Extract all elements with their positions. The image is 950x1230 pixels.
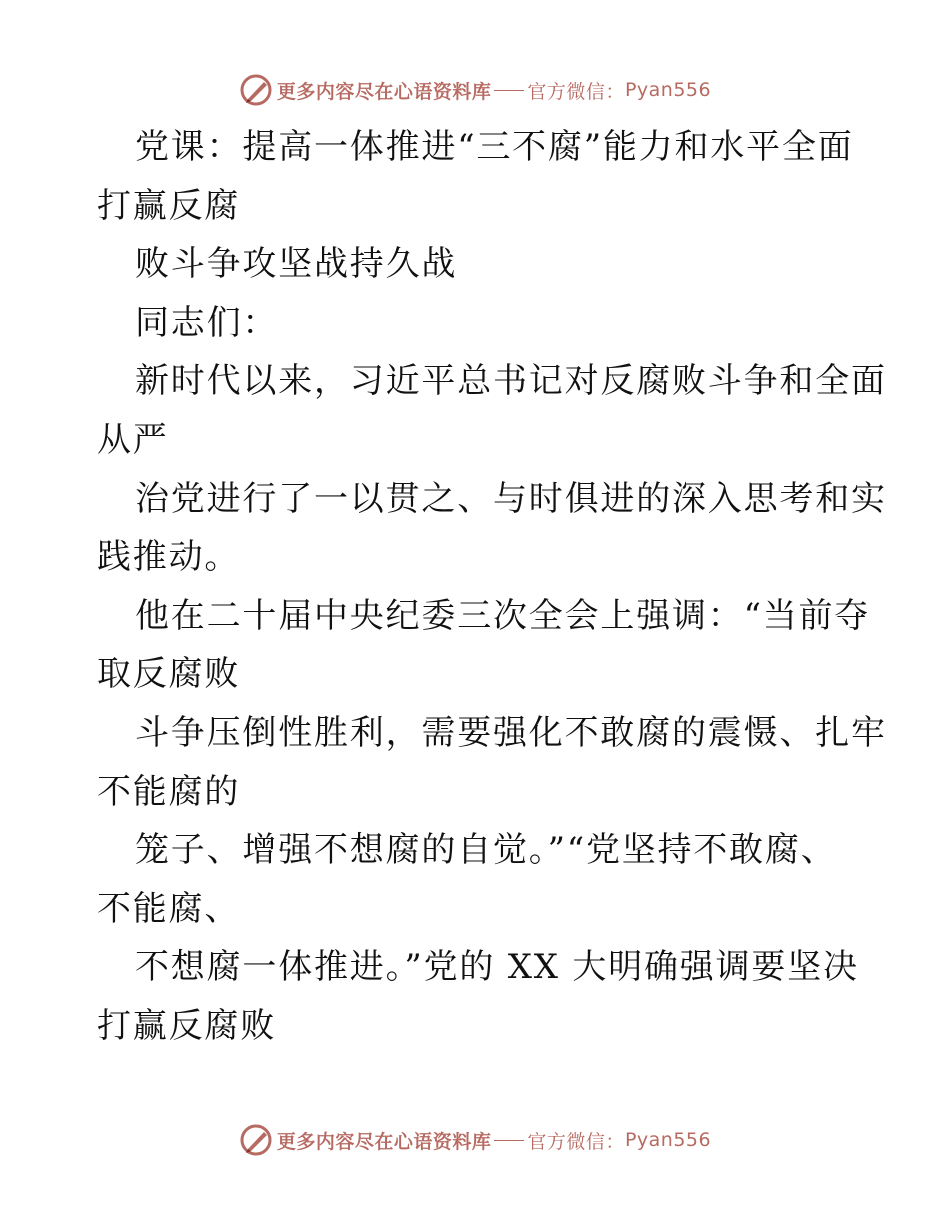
watermark-separator [494,1140,524,1141]
document-line: 不想腐一体推进。”党的 XX 大明确强调要坚决 [135,947,859,988]
document-line: 取反腐败 [97,654,241,695]
document-line: 践推动。 [97,537,241,578]
document-body [97,118,887,1056]
document-line: 他在二十届中央纪委三次全会上强调：“当前夺 [135,595,871,636]
watermark-contact-id: Pyan556 [624,79,712,101]
watermark-separator [494,90,524,91]
document-line: 同志们： [135,302,279,343]
document-line: 笼子、增强不想腐的自觉。”“党坚持不敢腐、 [135,830,837,871]
document-line: 新时代以来，习近平总书记对反腐败斗争和全面 [135,361,887,402]
document-line: 打赢反腐 [97,185,241,226]
watermark-text: 更多内容尽在心语资料库 [276,80,492,103]
header-watermark [0,70,950,110]
document-line: 败斗争攻坚战持久战 [135,244,458,285]
watermark-text: 更多内容尽在心语资料库 [276,1130,492,1153]
document-line: 不能腐的 [97,771,241,812]
document-line: 从严 [97,419,169,460]
document-line: 治党进行了一以贯之、与时俱进的深入思考和实 [135,478,887,519]
footer-watermark [0,1120,950,1160]
watermark-contact-label: 官方微信： [527,1130,625,1153]
watermark-contact-id: Pyan556 [624,1129,712,1151]
pen-logo-icon [239,1123,273,1157]
watermark-contact-label: 官方微信： [527,80,625,103]
document-line: 党课：提高一体推进“三不腐”能力和水平全面 [135,127,854,167]
document-line: 不能腐、 [97,888,241,929]
document-line: 打赢反腐败 [97,1005,276,1046]
pen-logo-icon [239,73,273,107]
document-line: 斗争压倒性胜利，需要强化不敢腐的震慑、扎牢 [135,712,887,753]
